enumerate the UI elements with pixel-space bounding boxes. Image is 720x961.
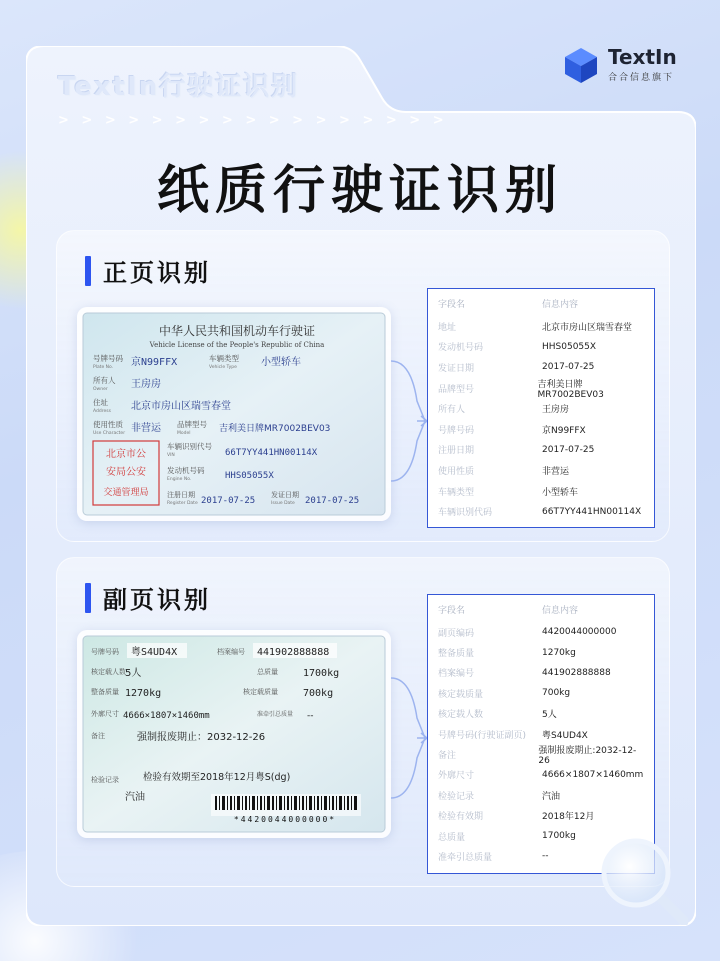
back-heading	[85, 580, 211, 615]
field-name: 号牌号码(行驶证副页)	[438, 730, 527, 741]
table-row	[428, 785, 654, 805]
doc-type-label: 车辆类型	[209, 354, 239, 363]
back-size-label: 外廓尺寸	[91, 710, 119, 718]
field-name: 号牌号码	[438, 425, 475, 436]
back-note-label: 备注	[91, 732, 105, 740]
brand-name: TextIn	[608, 45, 677, 69]
field-value: 1270kg	[542, 647, 576, 658]
back-plate-label: 号牌号码	[91, 648, 119, 656]
front-col-value: 信息内容	[542, 300, 579, 310]
field-value: 强制报废期止:2032-12-26	[538, 746, 637, 767]
doc-use: 非营运	[131, 423, 161, 434]
field-name: 使用性质	[438, 466, 475, 477]
field-value: HHS05055X	[542, 341, 597, 352]
front-table-header	[428, 289, 654, 316]
field-name: 整备质量	[438, 649, 475, 660]
field-value: 2018年12月	[542, 812, 595, 823]
field-value: 2017-07-25	[542, 362, 595, 373]
field-value: 京N99FFX	[542, 425, 586, 436]
field-name: 注册日期	[438, 446, 475, 457]
flow-arrow-icon	[391, 658, 431, 818]
field-value: 小型轿车	[542, 487, 579, 498]
field-name: 品牌型号	[438, 384, 475, 395]
doc-stamp-line3: 交通管理局	[103, 488, 149, 498]
table-row	[428, 398, 654, 419]
field-value: 北京市房山区瑞雪春堂	[542, 322, 633, 333]
field-name: 所有人	[438, 405, 466, 416]
doc-register-label-en: Register Date	[167, 501, 198, 506]
field-name: 检验有效期	[438, 812, 484, 823]
field-name: 发动机号码	[438, 343, 484, 354]
field-value: --	[542, 851, 549, 862]
back-table-header	[428, 595, 654, 622]
table-row	[428, 622, 654, 642]
doc-type: 小型轿车	[261, 357, 301, 368]
field-value: 汽油	[542, 791, 561, 802]
doc-plate-label-en: Plate No.	[93, 365, 114, 370]
front-license-card	[77, 307, 391, 521]
doc-vin-label-en: VIN	[167, 453, 175, 458]
field-value: 441902888888	[542, 667, 611, 678]
field-name: 核定载人数	[438, 710, 484, 721]
doc-address-label: 住址	[93, 398, 108, 407]
field-name: 外廓尺寸	[438, 771, 475, 782]
doc-plate: 京N99FFX	[131, 357, 178, 368]
front-license-image	[77, 307, 391, 521]
field-name: 车辆识别代码	[438, 508, 493, 519]
back-inspect: 检验有效期至2018年12月粤S(dg)	[143, 772, 291, 783]
doc-owner-label: 所有人	[93, 376, 116, 385]
field-name: 地址	[438, 322, 457, 333]
magnifier-icon	[598, 835, 688, 925]
field-value: 王房房	[542, 405, 570, 416]
field-name: 副页编码	[438, 628, 475, 639]
table-row	[428, 683, 654, 703]
page-title: 纸质行驶证识别	[156, 161, 563, 221]
field-name: 核定载质量	[438, 689, 484, 700]
brand-tagline: 合合信息旗下	[608, 73, 675, 83]
doc-register-label: 注册日期	[167, 491, 195, 499]
doc-issue-label: 发证日期	[271, 491, 299, 499]
field-value: 非营运	[542, 466, 570, 477]
field-value: 2017-07-25	[542, 444, 595, 455]
back-license-card	[77, 630, 391, 838]
field-name: 发证日期	[438, 363, 475, 374]
front-col-field: 字段名	[438, 300, 466, 310]
doc-stamp-line1: 北京市公	[106, 449, 146, 460]
doc-model-label-en: Model	[177, 431, 191, 436]
table-row	[428, 501, 654, 522]
field-value: 4420044000000	[542, 627, 617, 638]
doc-model-label: 品牌型号	[177, 420, 207, 429]
field-name: 车辆类型	[438, 487, 475, 498]
field-name: 档案编号	[438, 669, 475, 680]
field-value: 粤S4UD4X	[542, 730, 588, 741]
front-heading	[85, 253, 211, 288]
back-total: 1700kg	[303, 668, 340, 679]
table-row	[428, 440, 654, 461]
field-name: 准牵引总质量	[438, 852, 493, 863]
back-tow: --	[307, 711, 314, 721]
doc-owner-label-en: Owner	[93, 387, 108, 392]
back-curb-label: 整备质量	[91, 688, 119, 696]
back-col-field: 字段名	[438, 606, 466, 616]
table-row	[428, 765, 654, 785]
back-size: 4666×1807×1460mm	[123, 711, 210, 721]
back-seats: 5人	[125, 668, 142, 679]
back-col-value: 信息内容	[542, 606, 579, 616]
field-value: 5人	[542, 710, 557, 721]
back-barcode-text: *4420044000000*	[233, 815, 337, 824]
doc-plate-label: 号牌号码	[93, 354, 123, 363]
doc-engine-label-en: Engine No.	[167, 477, 192, 482]
table-row	[428, 316, 654, 337]
flow-arrow-icon	[391, 341, 431, 501]
doc-title-cn: 中华人民共和国机动车行驶证	[158, 324, 316, 338]
doc-use-label-en: Use Character	[93, 431, 126, 436]
doc-owner: 王房房	[131, 379, 161, 390]
back-curb: 1270kg	[125, 688, 162, 699]
doc-issue-label-en: Issue Date	[271, 501, 295, 506]
table-row	[428, 642, 654, 662]
field-value: 66T7YY441HN00114X	[542, 506, 642, 517]
doc-address-label-en: Address	[93, 409, 111, 414]
barcode-icon	[211, 794, 361, 816]
brand-watermark: TextIn行驶证识别	[58, 72, 300, 102]
table-row	[428, 744, 654, 767]
table-row	[428, 481, 654, 502]
table-row	[428, 724, 654, 744]
field-name: 检验记录	[438, 791, 475, 802]
field-value: 700kg	[542, 688, 571, 699]
back-fuel: 汽油	[125, 792, 145, 803]
table-row	[428, 337, 654, 358]
field-value: 1700kg	[542, 831, 576, 842]
back-seats-label: 核定载人数	[91, 668, 126, 676]
front-result-panel	[427, 288, 655, 528]
back-license-image	[77, 630, 391, 838]
front-heading-label: 正页识别	[103, 259, 211, 287]
doc-register: 2017-07-25	[201, 496, 256, 506]
back-file-label: 档案编号	[217, 648, 245, 656]
back-note: 强制报废期止：2032-12-26	[137, 732, 266, 743]
back-plate: 粤S4UD4X	[131, 647, 178, 658]
field-name: 总质量	[438, 832, 466, 843]
front-section	[56, 230, 670, 542]
back-section	[56, 557, 670, 887]
back-inspect-label: 检验记录	[91, 776, 119, 784]
doc-engine-label: 发动机号码	[167, 466, 205, 475]
doc-issue: 2017-07-25	[305, 496, 360, 506]
doc-use-label: 使用性质	[93, 420, 123, 429]
cube-logo-icon	[562, 46, 600, 84]
doc-stamp-line2: 安局公安	[106, 467, 146, 478]
doc-vin-label: 车辆识别代号	[167, 442, 212, 451]
back-load: 700kg	[303, 688, 334, 699]
table-row	[428, 806, 654, 826]
table-row	[428, 704, 654, 724]
field-value: 吉利美日牌MR7002BEV03	[537, 379, 604, 400]
doc-title-en: Vehicle License of the People's Republic of China	[149, 341, 325, 349]
table-row	[428, 663, 654, 683]
doc-model: 吉利美日牌MR7002BEV03	[219, 424, 331, 434]
back-heading-label: 副页识别	[103, 586, 211, 614]
back-result-panel	[427, 594, 655, 874]
doc-address: 北京市房山区瑞雪春堂	[131, 401, 231, 412]
field-name: 备注	[438, 751, 457, 762]
table-row	[428, 357, 654, 378]
doc-vin: 66T7YY441HN00114X	[225, 448, 318, 458]
back-total-label: 总质量	[257, 668, 278, 676]
back-load-label: 核定载质量	[243, 688, 278, 696]
heading-accent-bar	[85, 583, 91, 613]
back-tow-label: 准牵引总质量	[257, 711, 294, 718]
table-row	[428, 378, 654, 399]
table-row	[428, 419, 654, 440]
table-row	[428, 460, 654, 481]
heading-accent-bar	[85, 256, 91, 286]
doc-type-label-en: Vehicle Type	[209, 365, 237, 370]
field-value: 4666×1807×1460mm	[542, 769, 644, 780]
decor-arrows: > > > > > > > > > > > > > > > > >	[58, 113, 448, 128]
back-file-no: 441902888888	[257, 647, 330, 658]
doc-engine: HHS05055X	[225, 471, 274, 481]
brand-logo	[562, 46, 677, 84]
